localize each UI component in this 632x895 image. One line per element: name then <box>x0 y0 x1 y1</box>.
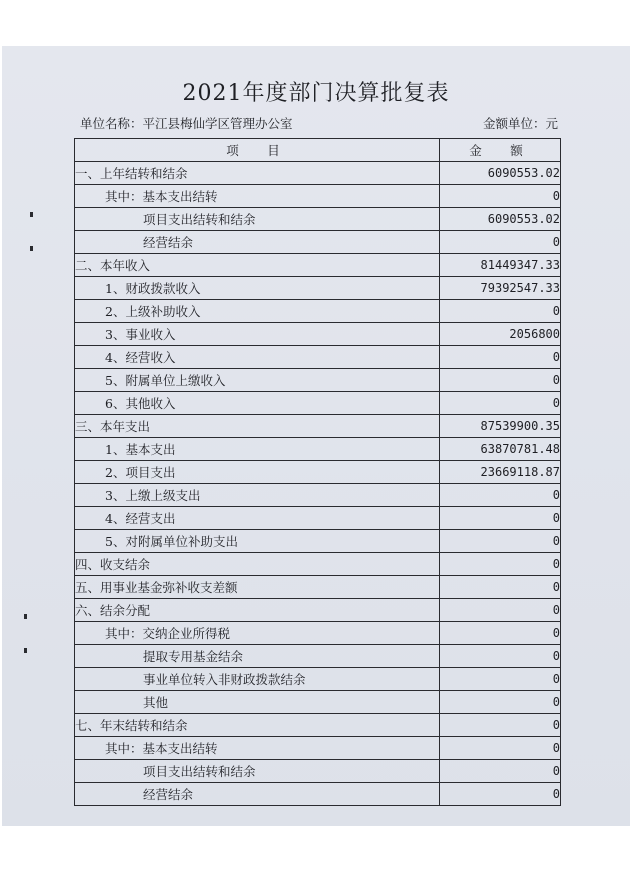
row-amount: 0 <box>440 599 561 622</box>
row-label: 其中：基本支出结转 <box>75 185 440 208</box>
row-label: 二、本年收入 <box>75 254 440 277</box>
row-label: 其他 <box>75 691 440 714</box>
table-row <box>75 599 561 622</box>
table-row <box>75 737 561 760</box>
row-amount: 0 <box>440 622 561 645</box>
row-amount: 0 <box>440 484 561 507</box>
table-row <box>75 576 561 599</box>
table-row <box>75 208 561 231</box>
binding-hole-mark <box>24 614 27 619</box>
column-header-amount: 金 额 <box>440 139 561 162</box>
row-label: 2、上级补助收入 <box>75 300 440 323</box>
row-label: 七、年末结转和结余 <box>75 714 440 737</box>
unit-name: 单位名称：平江县梅仙学区管理办公室 <box>80 116 293 131</box>
row-amount: 87539900.35 <box>440 415 561 438</box>
row-amount: 0 <box>440 714 561 737</box>
table-row <box>75 162 561 185</box>
row-label: 6、其他收入 <box>75 392 440 415</box>
row-amount: 0 <box>440 369 561 392</box>
amount-unit: 金额单位：元 <box>482 116 558 131</box>
row-label: 事业单位转入非财政拨款结余 <box>75 668 440 691</box>
table-body <box>75 162 561 806</box>
row-amount: 23669118.87 <box>440 461 561 484</box>
binding-hole-mark <box>24 648 27 653</box>
table-row <box>75 185 561 208</box>
table-row <box>75 438 561 461</box>
row-amount: 6090553.02 <box>440 208 561 231</box>
row-label: 5、附属单位上缴收入 <box>75 369 440 392</box>
table-row <box>75 231 561 254</box>
column-header-item: 项 目 <box>75 139 440 162</box>
row-amount: 79392547.33 <box>440 277 561 300</box>
row-amount: 0 <box>440 530 561 553</box>
row-amount: 0 <box>440 691 561 714</box>
table-row <box>75 760 561 783</box>
row-amount: 0 <box>440 783 561 806</box>
table-row <box>75 346 561 369</box>
table-row <box>75 369 561 392</box>
row-amount: 0 <box>440 231 561 254</box>
table-row <box>75 461 561 484</box>
row-amount: 0 <box>440 760 561 783</box>
budget-approval-table <box>74 138 561 806</box>
row-amount: 0 <box>440 346 561 369</box>
table-row <box>75 691 561 714</box>
row-amount: 81449347.33 <box>440 254 561 277</box>
row-label: 3、上缴上级支出 <box>75 484 440 507</box>
table-row <box>75 783 561 806</box>
table-row <box>75 277 561 300</box>
row-label: 项目支出结转和结余 <box>75 760 440 783</box>
row-label: 项目支出结转和结余 <box>75 208 440 231</box>
row-label: 1、基本支出 <box>75 438 440 461</box>
table-row <box>75 484 561 507</box>
row-label: 经营结余 <box>75 231 440 254</box>
row-amount: 0 <box>440 553 561 576</box>
table-row <box>75 300 561 323</box>
row-label: 4、经营收入 <box>75 346 440 369</box>
row-label: 其中：交纳企业所得税 <box>75 622 440 645</box>
table-row <box>75 392 561 415</box>
binding-hole-mark <box>30 246 33 251</box>
row-amount: 63870781.48 <box>440 438 561 461</box>
table-row <box>75 507 561 530</box>
row-label: 六、结余分配 <box>75 599 440 622</box>
row-label: 3、事业收入 <box>75 323 440 346</box>
row-label: 四、收支结余 <box>75 553 440 576</box>
table-row <box>75 622 561 645</box>
row-amount: 0 <box>440 300 561 323</box>
document-title: 2021年度部门决算批复表 <box>182 81 450 106</box>
table-row <box>75 254 561 277</box>
row-label: 一、上年结转和结余 <box>75 162 440 185</box>
row-label: 1、财政拨款收入 <box>75 277 440 300</box>
row-amount: 0 <box>440 737 561 760</box>
table-row <box>75 323 561 346</box>
row-label: 经营结余 <box>75 783 440 806</box>
table-row <box>75 553 561 576</box>
table-row <box>75 714 561 737</box>
row-label: 4、经营支出 <box>75 507 440 530</box>
table-row <box>75 645 561 668</box>
table-row <box>75 415 561 438</box>
row-amount: 0 <box>440 645 561 668</box>
table-row <box>75 530 561 553</box>
row-label: 五、用事业基金弥补收支差额 <box>75 576 440 599</box>
row-label: 2、项目支出 <box>75 461 440 484</box>
row-label: 其中：基本支出结转 <box>75 737 440 760</box>
row-amount: 0 <box>440 507 561 530</box>
row-amount: 0 <box>440 185 561 208</box>
table-header-row <box>75 139 561 162</box>
row-amount: 2056800 <box>440 323 561 346</box>
row-amount: 6090553.02 <box>440 162 561 185</box>
binding-hole-mark <box>30 212 33 217</box>
row-amount: 0 <box>440 576 561 599</box>
row-amount: 0 <box>440 392 561 415</box>
table-row <box>75 668 561 691</box>
row-amount: 0 <box>440 668 561 691</box>
row-label: 提取专用基金结余 <box>75 645 440 668</box>
row-label: 5、对附属单位补助支出 <box>75 530 440 553</box>
row-label: 三、本年支出 <box>75 415 440 438</box>
